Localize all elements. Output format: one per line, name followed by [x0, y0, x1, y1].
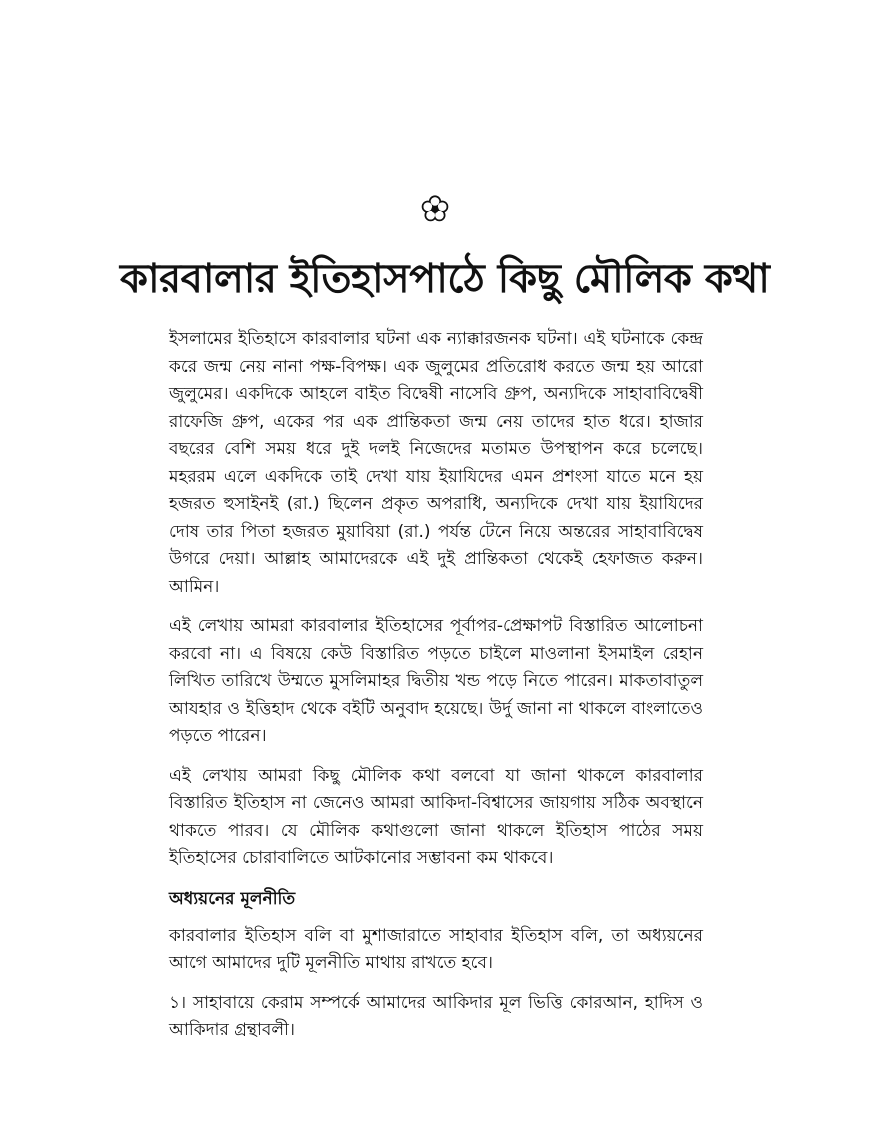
chapter-title: কারবালার ইতিহাসপাঠে কিছু মৌলিক কথা — [120, 255, 770, 302]
section-paragraph: কারবালার ইতিহাস বলি বা মুশাজারাতে সাহাবার ইতিহাস বলি, তা অধ্যয়নের আগে আমাদের দুটি মূলনীতি মাথায় রাখতে হবে। — [169, 925, 703, 973]
paragraph-intro: ইসলামের ইতিহাসে কারবালার ঘটনা এক ন্যাক্কারজনক ঘটনা। এই ঘটনাকে কেন্দ্র করে জন্ম নেয় নানা পক্ষ-বিপক্ষ। এক জুলুমের প্রতিরোধ করতে জন্ম হয় আরো জুলুমের। একদিকে আহলে বাইত বিদ্বেষী নাসেবি গ্রুপ, অন্যদিকে সাহাবাবিদ্বেষী রাফেজি গ্রুপ, একের পর এক প্রান্তিকতা জন্ম নেয় তাদের হাত ধরে। হাজার বছরের বেশি সময় ধরে দুই দলই নিজেদের মতামত উপস্থাপন করে চলেছে। মহররম এলে একদিকে তাই দেখা যায় ইয়াযিদের এমন প্রশংসা যাতে মনে হয় হজরত হুসাইনই (রা.) ছিলেন প্রকৃত অপরাধি, অন্যদিকে দেখা যায় ইয়াযিদের দোষ তার পিতা হজরত মুয়াবিয়া (রা.) পর্যন্ত টেনে নিয়ে অন্তরের সাহাবাবিদ্বেষ উগরে দেয়া। আল্লাহ আমাদেরকে এই দুই প্রান্তিকতা থেকেই হেফাজত করুন। আমিন। — [169, 329, 703, 597]
section-heading: অধ্যয়নের মূলনীতি — [169, 888, 296, 909]
chapter-body — [169, 326, 703, 1057]
paragraph-purpose: এই লেখায় আমরা কিছু মৌলিক কথা বলবো যা জানা থাকলে কারবালার বিস্তারিত ইতিহাস না জেনেও আমরা আকিদা-বিশ্বাসের জায়গায় সঠিক অবস্থানে থাকতে পারব। যে মৌলিক কথাগুলো জানা থাকলে ইতিহাস পাঠের সময় ইতিহাসের চোরাবালিতে আটকানোর সম্ভাবনা কম থাকবে। — [169, 765, 703, 868]
flower-icon — [420, 194, 450, 224]
paragraph-scope: এই লেখায় আমরা কারবালার ইতিহাসের পূর্বাপর-প্রেক্ষাপট বিস্তারিত আলোচনা করবো না। এ বিষয়ে কেউ বিস্তারিত পড়তে চাইলে মাওলানা ইসমাইল রেহান লিখিত তারিখে উম্মতে মুসলিমাহর দ্বিতীয় খন্ড পড়ে নিতে পারেন। মাকতাবাতুল আযহার ও ইত্তিহাদ থেকে বইটি অনুবাদ হয়েছে। উর্দু জানা না থাকলে বাংলাতেও পড়তে পারেন। — [169, 616, 703, 746]
principle-item: ১। সাহাবায়ে কেরাম সম্পর্কে আমাদের আকিদার মূল ভিত্তি কোরআন, হাদিস ও আকিদার গ্রন্থাবলী। — [169, 992, 703, 1040]
